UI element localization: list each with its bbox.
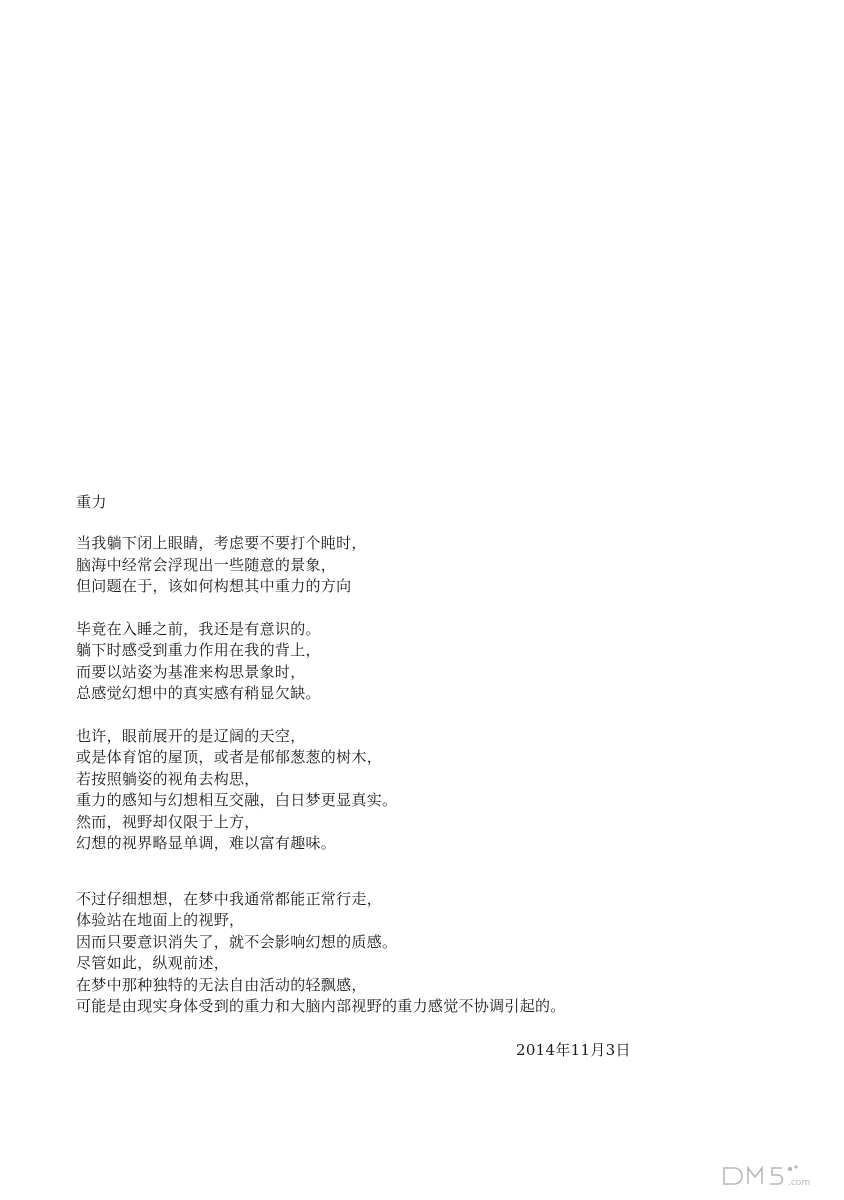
- dm5-watermark-logo: [720, 1160, 830, 1190]
- essay-date: 2014年11月3日: [516, 1041, 631, 1059]
- text-line: 重力的感知与幻想相互交融，白日梦更显真实。: [76, 791, 398, 809]
- text-line: 幻想的视界略显单调，难以富有趣味。: [76, 834, 337, 852]
- text-line: 尽管如此，纵观前述，: [76, 954, 230, 972]
- text-line: 不过仔细想想，在梦中我通常都能正常行走，: [76, 889, 383, 908]
- stanza-4: [76, 889, 716, 1018]
- text-line: 而要以站姿为基准来构思景象时，: [76, 662, 306, 681]
- text-line: 可能是由现实身体受到的重力和大脑内部视野的重力感觉不协调引起的。: [76, 997, 566, 1015]
- text-line: 脑海中经常会浮现出一些随意的景象，: [76, 555, 337, 574]
- watermark-domain-text: .com: [788, 1178, 811, 1188]
- text-line: 因而只要意识消失了，就不会影响幻想的质感。: [76, 932, 398, 951]
- text-line: 也许，眼前展开的是辽阔的天空，: [76, 726, 306, 745]
- text-line: 当我躺下闭上眼睛，考虑要不要打个盹时，: [76, 534, 367, 552]
- text-line: 若按照躺姿的视角去构思，: [76, 769, 260, 788]
- essay-title: 重力: [76, 493, 108, 511]
- text-line: 总感觉幻想中的真实感有稍显欠缺。: [76, 684, 321, 702]
- text-line: 体验站在地面上的视野，: [76, 911, 245, 929]
- text-line: 毕竟在入睡之前，我还是有意识的。: [76, 619, 321, 638]
- essay-body: [76, 491, 716, 1039]
- text-line: 但问题在于，该如何构想其中重力的方向: [76, 577, 352, 595]
- text-line: 或是体育馆的屋顶，或者是郁郁葱葱的树木，: [76, 748, 383, 766]
- text-line: 在梦中那种独特的无法自由活动的轻飘感，: [76, 975, 367, 994]
- stanza-3: [76, 726, 716, 855]
- stanza-1: [76, 533, 716, 598]
- stanza-2: [76, 619, 716, 705]
- text-line: 躺下时感受到重力作用在我的背上，: [76, 641, 321, 659]
- text-line: 然而，视野却仅限于上方，: [76, 812, 260, 831]
